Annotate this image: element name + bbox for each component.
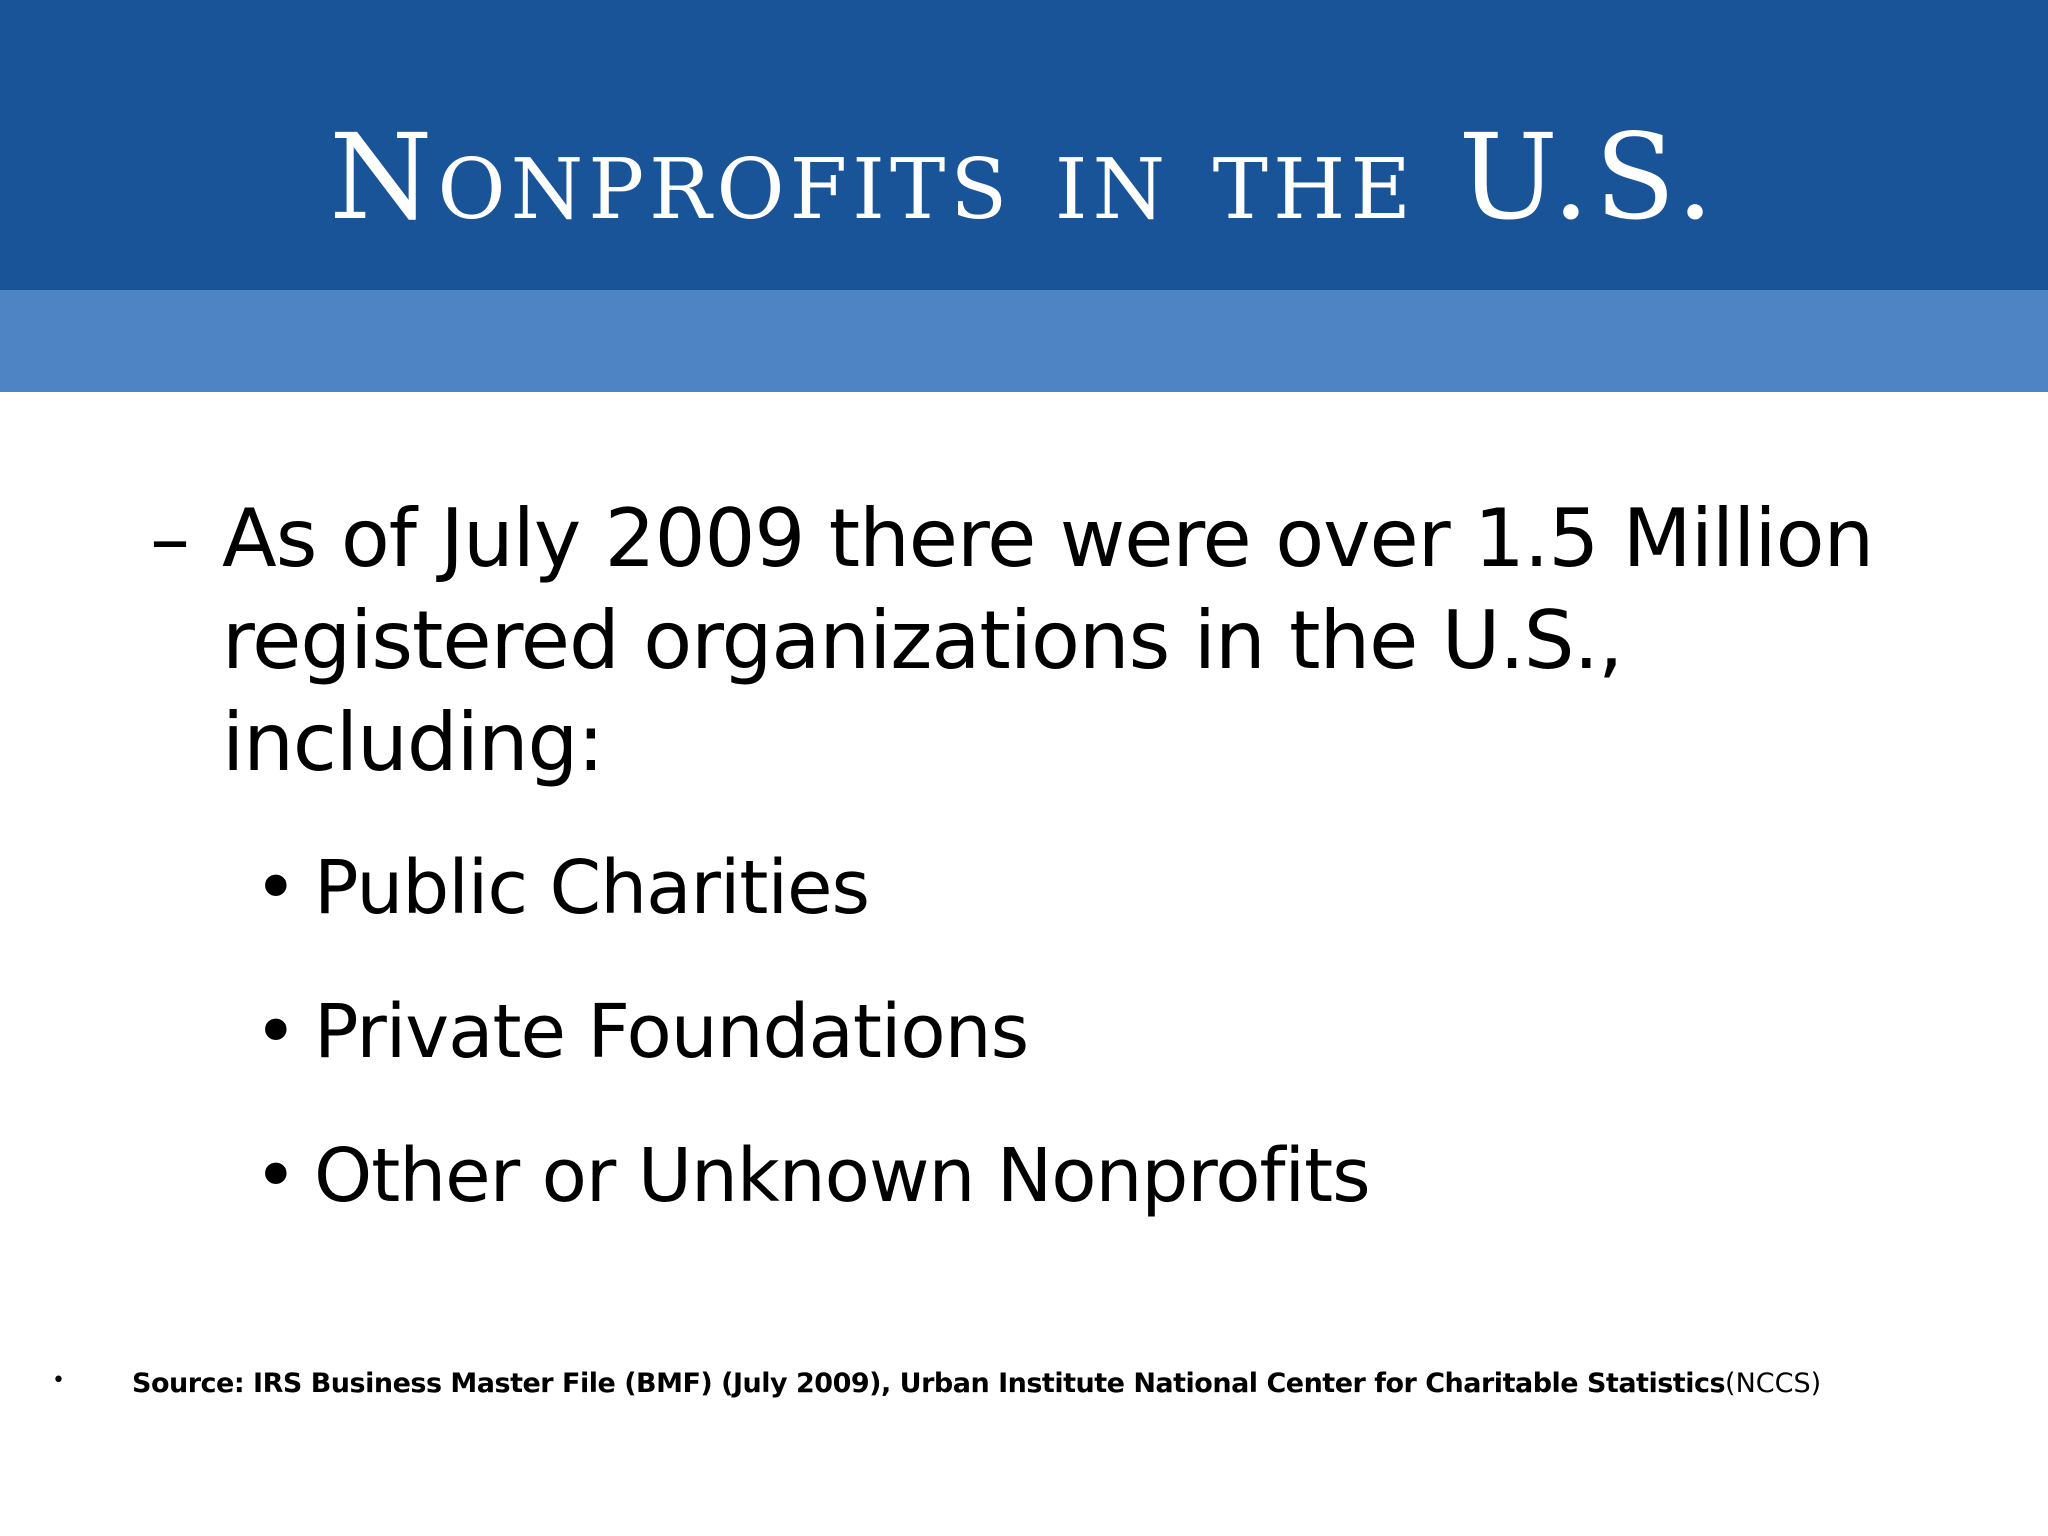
source-bold-text: Source: IRS Business Master File (BMF) (July 2009), Urban Institute National Center for Charitable Statistics bbox=[132, 1368, 1726, 1399]
bullet-icon: • bbox=[52, 1368, 65, 1393]
header-band-light bbox=[0, 290, 2048, 392]
sub-item-label: Private Foundations bbox=[314, 989, 1029, 1075]
bullet-icon: • bbox=[254, 1133, 297, 1219]
sub-item-label: Other or Unknown Nonprofits bbox=[314, 1133, 1370, 1219]
bullet-icon: • bbox=[254, 989, 297, 1075]
sub-item-other-nonprofits bbox=[150, 1104, 1980, 1248]
dash-marker: – bbox=[150, 492, 189, 585]
slide-body bbox=[150, 488, 1980, 1248]
sub-list bbox=[150, 816, 1980, 1248]
sub-item-private-foundations bbox=[150, 960, 1980, 1104]
main-point bbox=[150, 488, 1980, 794]
slide-title: Nonprofits in the U.S. bbox=[329, 108, 1719, 246]
sub-item-public-charities bbox=[150, 816, 1980, 960]
source-acronym: (NCCS) bbox=[1725, 1368, 1822, 1399]
sub-item-label: Public Charities bbox=[314, 845, 870, 931]
bullet-icon: • bbox=[254, 845, 297, 931]
main-point-text: As of July 2009 there were over 1.5 Million registered organizations in the U.S., including: bbox=[222, 492, 1874, 789]
source-text bbox=[132, 1368, 1821, 1399]
